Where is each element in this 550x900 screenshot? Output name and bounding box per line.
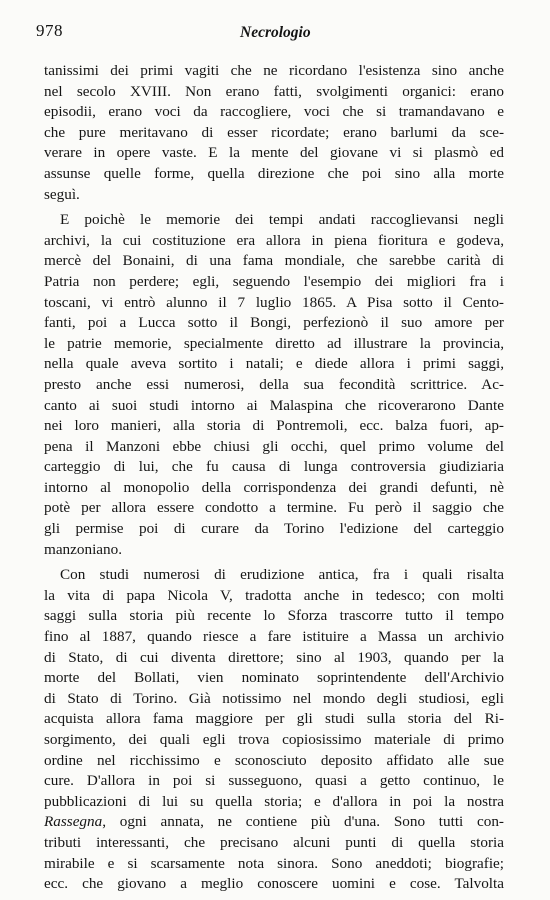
text-line: presto anche essi numerosi, della sua fecondità scrittrice. Ac- bbox=[44, 375, 504, 393]
text-line: E poichè le memorie dei tempi andati raccoglievansi negli bbox=[60, 211, 504, 229]
text-line: canto ai suoi studi intorno ai Malaspina che ricoverarono Dante bbox=[44, 396, 504, 414]
running-head: Necrologio bbox=[240, 24, 311, 41]
text-line: nei loro manieri, alla storia di Pontremoli, ecc. balza fuori, ap- bbox=[44, 417, 504, 435]
text-line: pubblicazioni di lui su quella storia; e d'allora in poi la nostra bbox=[44, 792, 504, 810]
text-line: Con studi numerosi di erudizione antica, fra i quali risalta bbox=[60, 566, 504, 584]
text-line: carteggio di lui, che fu causa di lunga controversia giudiziaria bbox=[44, 458, 504, 476]
paragraph-2 bbox=[44, 210, 504, 560]
text-line: mercè del Bonaini, di una fama mondiale, che sarebbe carità di bbox=[44, 252, 504, 270]
paragraph-3 bbox=[44, 565, 504, 895]
text-line: ordine nel ricchissimo e sconosciuto deposito affidato alle sue bbox=[44, 751, 504, 769]
text-line: assunse quelle forme, quella direzione che poi sino alla morte bbox=[44, 164, 504, 182]
text-line: Rassegna, ogni annata, ne contiene più d'una. Sono tutti con- bbox=[44, 813, 504, 831]
text-line: le patrie memorie, specialmente diretto ad illustrare la provincia, bbox=[44, 334, 504, 352]
body-text bbox=[44, 61, 504, 900]
text-line: manzoniano. bbox=[44, 540, 123, 558]
page-header bbox=[0, 20, 550, 50]
text-line: di Stato di Torino. Già notissimo nel mondo degli studiosi, egli bbox=[44, 689, 504, 707]
text-line: gli permise poi di curare da Torino l'edizione del carteggio bbox=[44, 520, 504, 538]
text-line: cure. D'allora in poi si susseguono, quasi a getto continuo, le bbox=[44, 772, 504, 790]
text-line: saggi sulla storia più recente lo Sforza trascorre tutto il tempo bbox=[44, 607, 504, 625]
text-line: toscani, vi entrò alunno il 7 luglio 1865. A Pisa sotto il Cento- bbox=[44, 293, 504, 311]
text-line: Patria non perdere; egli, seguendo l'esempio dei migliori fra i bbox=[44, 272, 504, 290]
text-line: fino al 1887, quando riesce a fare istituire a Massa un archivio bbox=[44, 628, 504, 646]
text-line: intorno al monopolio della corrispondenza dei grandi defunti, nè bbox=[44, 478, 504, 496]
text-line: nel secolo XVIII. Non erano fatti, svolgimenti organici: erano bbox=[44, 82, 504, 100]
text-line: sorgimento, dei quali egli trova copiosissimo materiale di primo bbox=[44, 731, 504, 748]
text-line: di Stato, di cui diventa direttore; sino al 1903, quando per la bbox=[44, 648, 504, 666]
text-line: mirabile e si scarsamente nota sinora. Sono aneddoti; biografie; bbox=[44, 854, 504, 872]
text-line: tanissimi dei primi vagiti che ne ricordano l'esistenza sino anche bbox=[44, 62, 504, 79]
text-line: archivi, la cui costituzione era allora in piena fioritura e godeva, bbox=[44, 231, 504, 249]
text-line: morte del Bollati, vien nominato soprintendente dell'Archivio bbox=[44, 669, 504, 687]
text-line: pena il Manzoni ebbe chiusi gli occhi, quel primo volume del bbox=[44, 437, 504, 455]
text-line: che pure meritavano di esser ricordate; erano barlumi da sce- bbox=[44, 123, 504, 141]
text-line: acquista allora fama maggiore per gli studi sulla storia del Ri- bbox=[44, 710, 504, 728]
text-line: fanti, poi a Lucca sotto il Bongi, perfezionò il suo amore per bbox=[44, 314, 504, 332]
text-line: tributi interessanti, che precisano alcuni punti di quella storia bbox=[44, 833, 504, 851]
text-line: verare in opere vaste. E la mente del giovane vi si plasmò ed bbox=[44, 144, 504, 162]
text-line: episodii, erano voci da raccogliere, voci che si tramandavano e bbox=[44, 103, 504, 121]
paragraph-1 bbox=[44, 61, 504, 205]
text-line: nella quale aveva sortito i natali; e diede allora i primi saggi, bbox=[44, 355, 504, 373]
text-line: potè per allora essere condotto a termine. Fu però il saggio che bbox=[44, 499, 504, 517]
text-line: seguì. bbox=[44, 185, 80, 203]
journal-title: Rassegna bbox=[44, 813, 103, 831]
text-line: la vita di papa Nicola V, tradotta anche in tedesco; con molti bbox=[44, 586, 504, 604]
page-number: 978 bbox=[36, 21, 63, 40]
text-line: ecc. che giovano a meglio conoscere uomini e cose. Talvolta bbox=[44, 875, 504, 893]
